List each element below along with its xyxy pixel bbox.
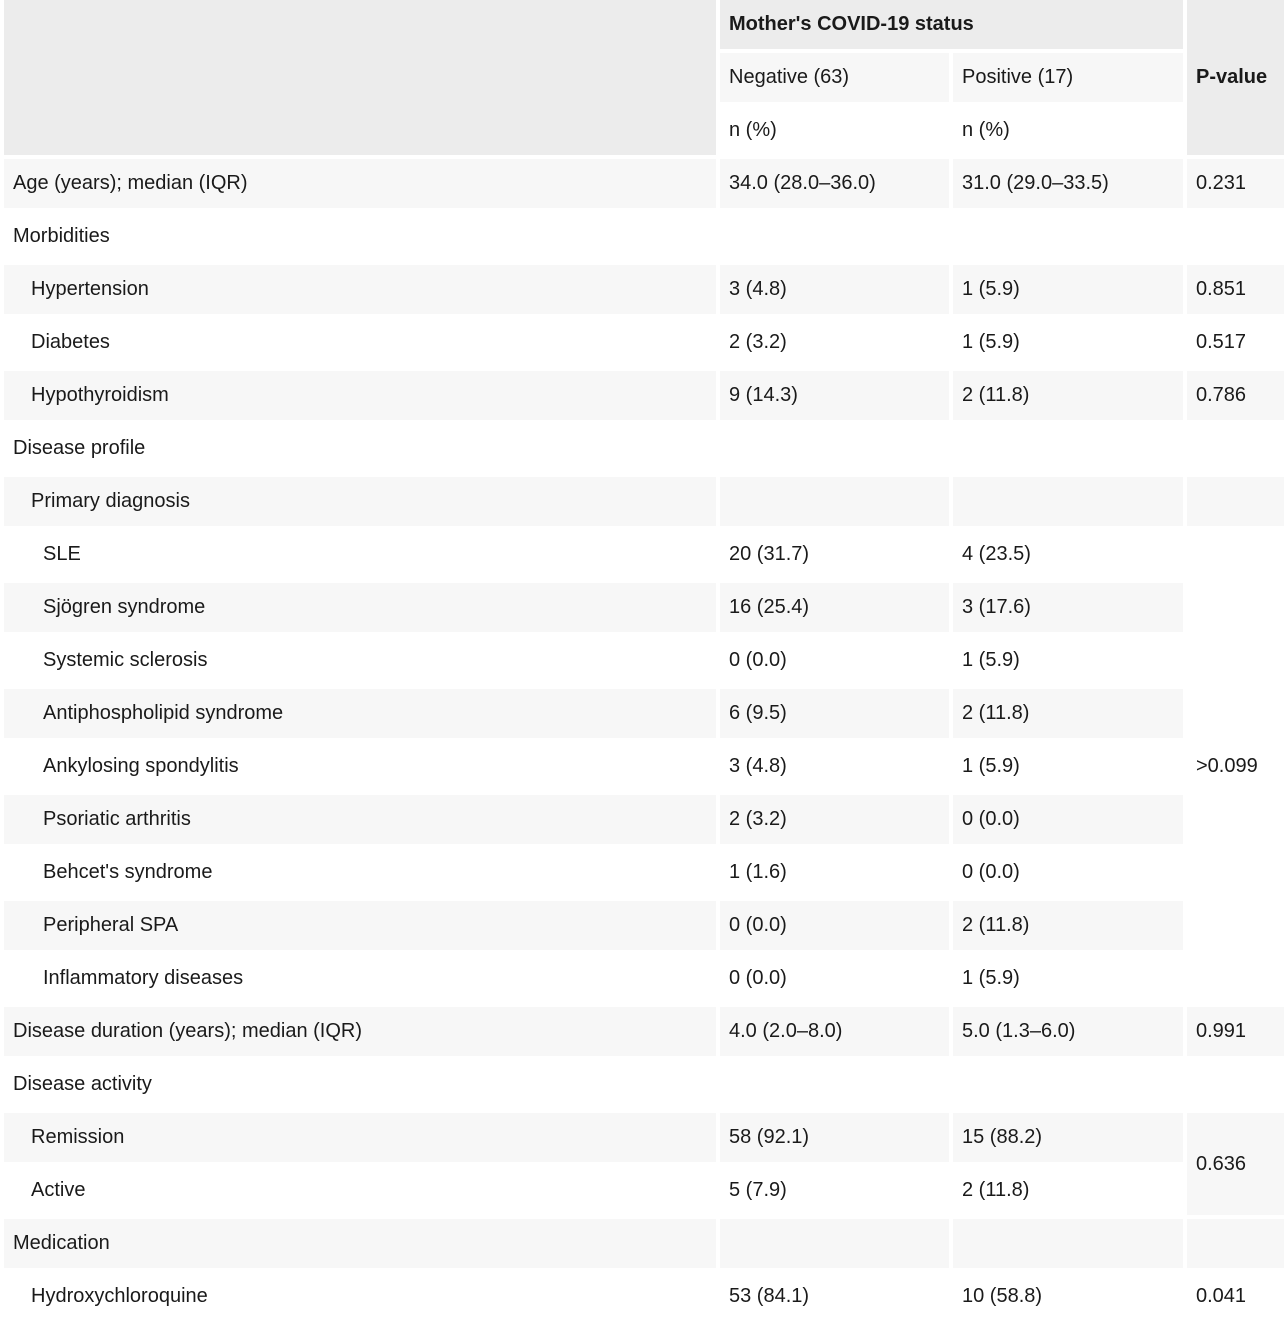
positive-value: 2 (11.8) (962, 1179, 1030, 1201)
table-row (4, 1272, 1284, 1321)
positive-unit-header: n (%) (962, 119, 1010, 141)
positive-value: 1 (5.9) (962, 649, 1020, 671)
negative-value: 20 (31.7) (729, 543, 810, 565)
negative-value: 3 (4.8) (720, 265, 949, 314)
positive-value: 3 (17.6) (953, 583, 1183, 632)
negative-value: 2 (3.2) (729, 331, 787, 353)
negative-value: 0 (0.0) (729, 649, 787, 671)
negative-header: Negative (63) (720, 53, 949, 102)
header-row-1 (4, 0, 1284, 49)
positive-value: 1 (5.9) (962, 331, 1020, 353)
negative-value: 5 (7.9) (729, 1179, 787, 1201)
positive-value: 31.0 (29.0–33.5) (953, 159, 1183, 208)
negative-unit-header: n (%) (729, 119, 777, 141)
positive-value: 1 (5.9) (953, 265, 1183, 314)
covid-status-header: Mother's COVID-19 status (720, 0, 1183, 49)
positive-value: 10 (58.8) (962, 1285, 1043, 1307)
row-label: SLE (43, 543, 81, 565)
positive-value: 15 (88.2) (953, 1113, 1183, 1162)
table-row (4, 1166, 1284, 1215)
table-row (4, 583, 1284, 632)
table-row (4, 795, 1284, 844)
row-label: Ankylosing spondylitis (43, 755, 239, 777)
table-row (4, 636, 1284, 685)
row-label: Disease duration (years); median (IQR) (4, 1007, 716, 1056)
p-value: 0.041 (1196, 1285, 1247, 1307)
positive-value: 0 (0.0) (962, 861, 1020, 883)
row-label: Behcet's syndrome (43, 861, 213, 883)
table-row (4, 689, 1284, 738)
row-label: Remission (4, 1113, 716, 1162)
row-label: Age (years); median (IQR) (4, 159, 716, 208)
row-label: Inflammatory diseases (43, 967, 244, 989)
table-row (4, 371, 1284, 420)
positive-value: 1 (5.9) (962, 755, 1020, 777)
negative-value: 53 (84.1) (729, 1285, 810, 1307)
row-label: Systemic sclerosis (43, 649, 208, 671)
p-value: 0.851 (1187, 265, 1284, 314)
negative-value: 1 (1.6) (729, 861, 787, 883)
table-row (4, 1007, 1284, 1056)
p-value: 0.231 (1187, 159, 1284, 208)
pvalue-header: P-value (1187, 0, 1284, 155)
negative-value: 0 (0.0) (720, 901, 949, 950)
section-label: Morbidities (13, 225, 110, 247)
section-label: Disease activity (13, 1073, 152, 1095)
section-label: Disease profile (13, 437, 146, 459)
row-label: Hydroxychloroquine (31, 1285, 208, 1307)
positive-value: 5.0 (1.3–6.0) (953, 1007, 1183, 1056)
header-corner-cell (4, 0, 716, 155)
negative-value: 2 (3.2) (720, 795, 949, 844)
table-row (4, 954, 1284, 1003)
row-label: Sjögren syndrome (4, 583, 716, 632)
table-row (4, 318, 1284, 367)
table-row (4, 1219, 1284, 1268)
section-label: Medication (4, 1219, 716, 1268)
positive-value: 2 (11.8) (953, 689, 1183, 738)
negative-value: 0 (0.0) (729, 967, 787, 989)
table-row (4, 477, 1284, 526)
row-label: Hypertension (4, 265, 716, 314)
table-row (4, 742, 1284, 791)
table-row (4, 159, 1284, 208)
row-label: Hypothyroidism (4, 371, 716, 420)
positive-value: 4 (23.5) (962, 543, 1031, 565)
row-label: Active (31, 1179, 86, 1201)
table-row (4, 901, 1284, 950)
p-value: 0.517 (1196, 331, 1247, 353)
row-label: Diabetes (31, 331, 110, 353)
table-row (4, 1060, 1284, 1109)
table-row (4, 848, 1284, 897)
p-value: >0.099 (1196, 755, 1258, 777)
negative-value: 16 (25.4) (720, 583, 949, 632)
negative-value: 6 (9.5) (720, 689, 949, 738)
positive-value: 0 (0.0) (953, 795, 1183, 844)
negative-value: 9 (14.3) (720, 371, 949, 420)
negative-value: 34.0 (28.0–36.0) (720, 159, 949, 208)
table-row (4, 265, 1284, 314)
positive-value: 2 (11.8) (953, 901, 1183, 950)
row-label: Antiphospholipid syndrome (4, 689, 716, 738)
table-row (4, 424, 1284, 473)
positive-value: 1 (5.9) (962, 967, 1020, 989)
negative-value: 4.0 (2.0–8.0) (720, 1007, 949, 1056)
row-label: Psoriatic arthritis (4, 795, 716, 844)
negative-value: 58 (92.1) (720, 1113, 949, 1162)
positive-value: 2 (11.8) (953, 371, 1183, 420)
table-row (4, 530, 1284, 579)
positive-header: Positive (17) (953, 53, 1183, 102)
row-label: Peripheral SPA (4, 901, 716, 950)
subsection-label: Primary diagnosis (4, 477, 716, 526)
p-value: 0.786 (1187, 371, 1284, 420)
p-value: 0.991 (1187, 1007, 1284, 1056)
negative-value: 3 (4.8) (729, 755, 787, 777)
table-row (4, 1113, 1284, 1162)
p-value: 0.636 (1187, 1113, 1284, 1215)
table-row (4, 212, 1284, 261)
